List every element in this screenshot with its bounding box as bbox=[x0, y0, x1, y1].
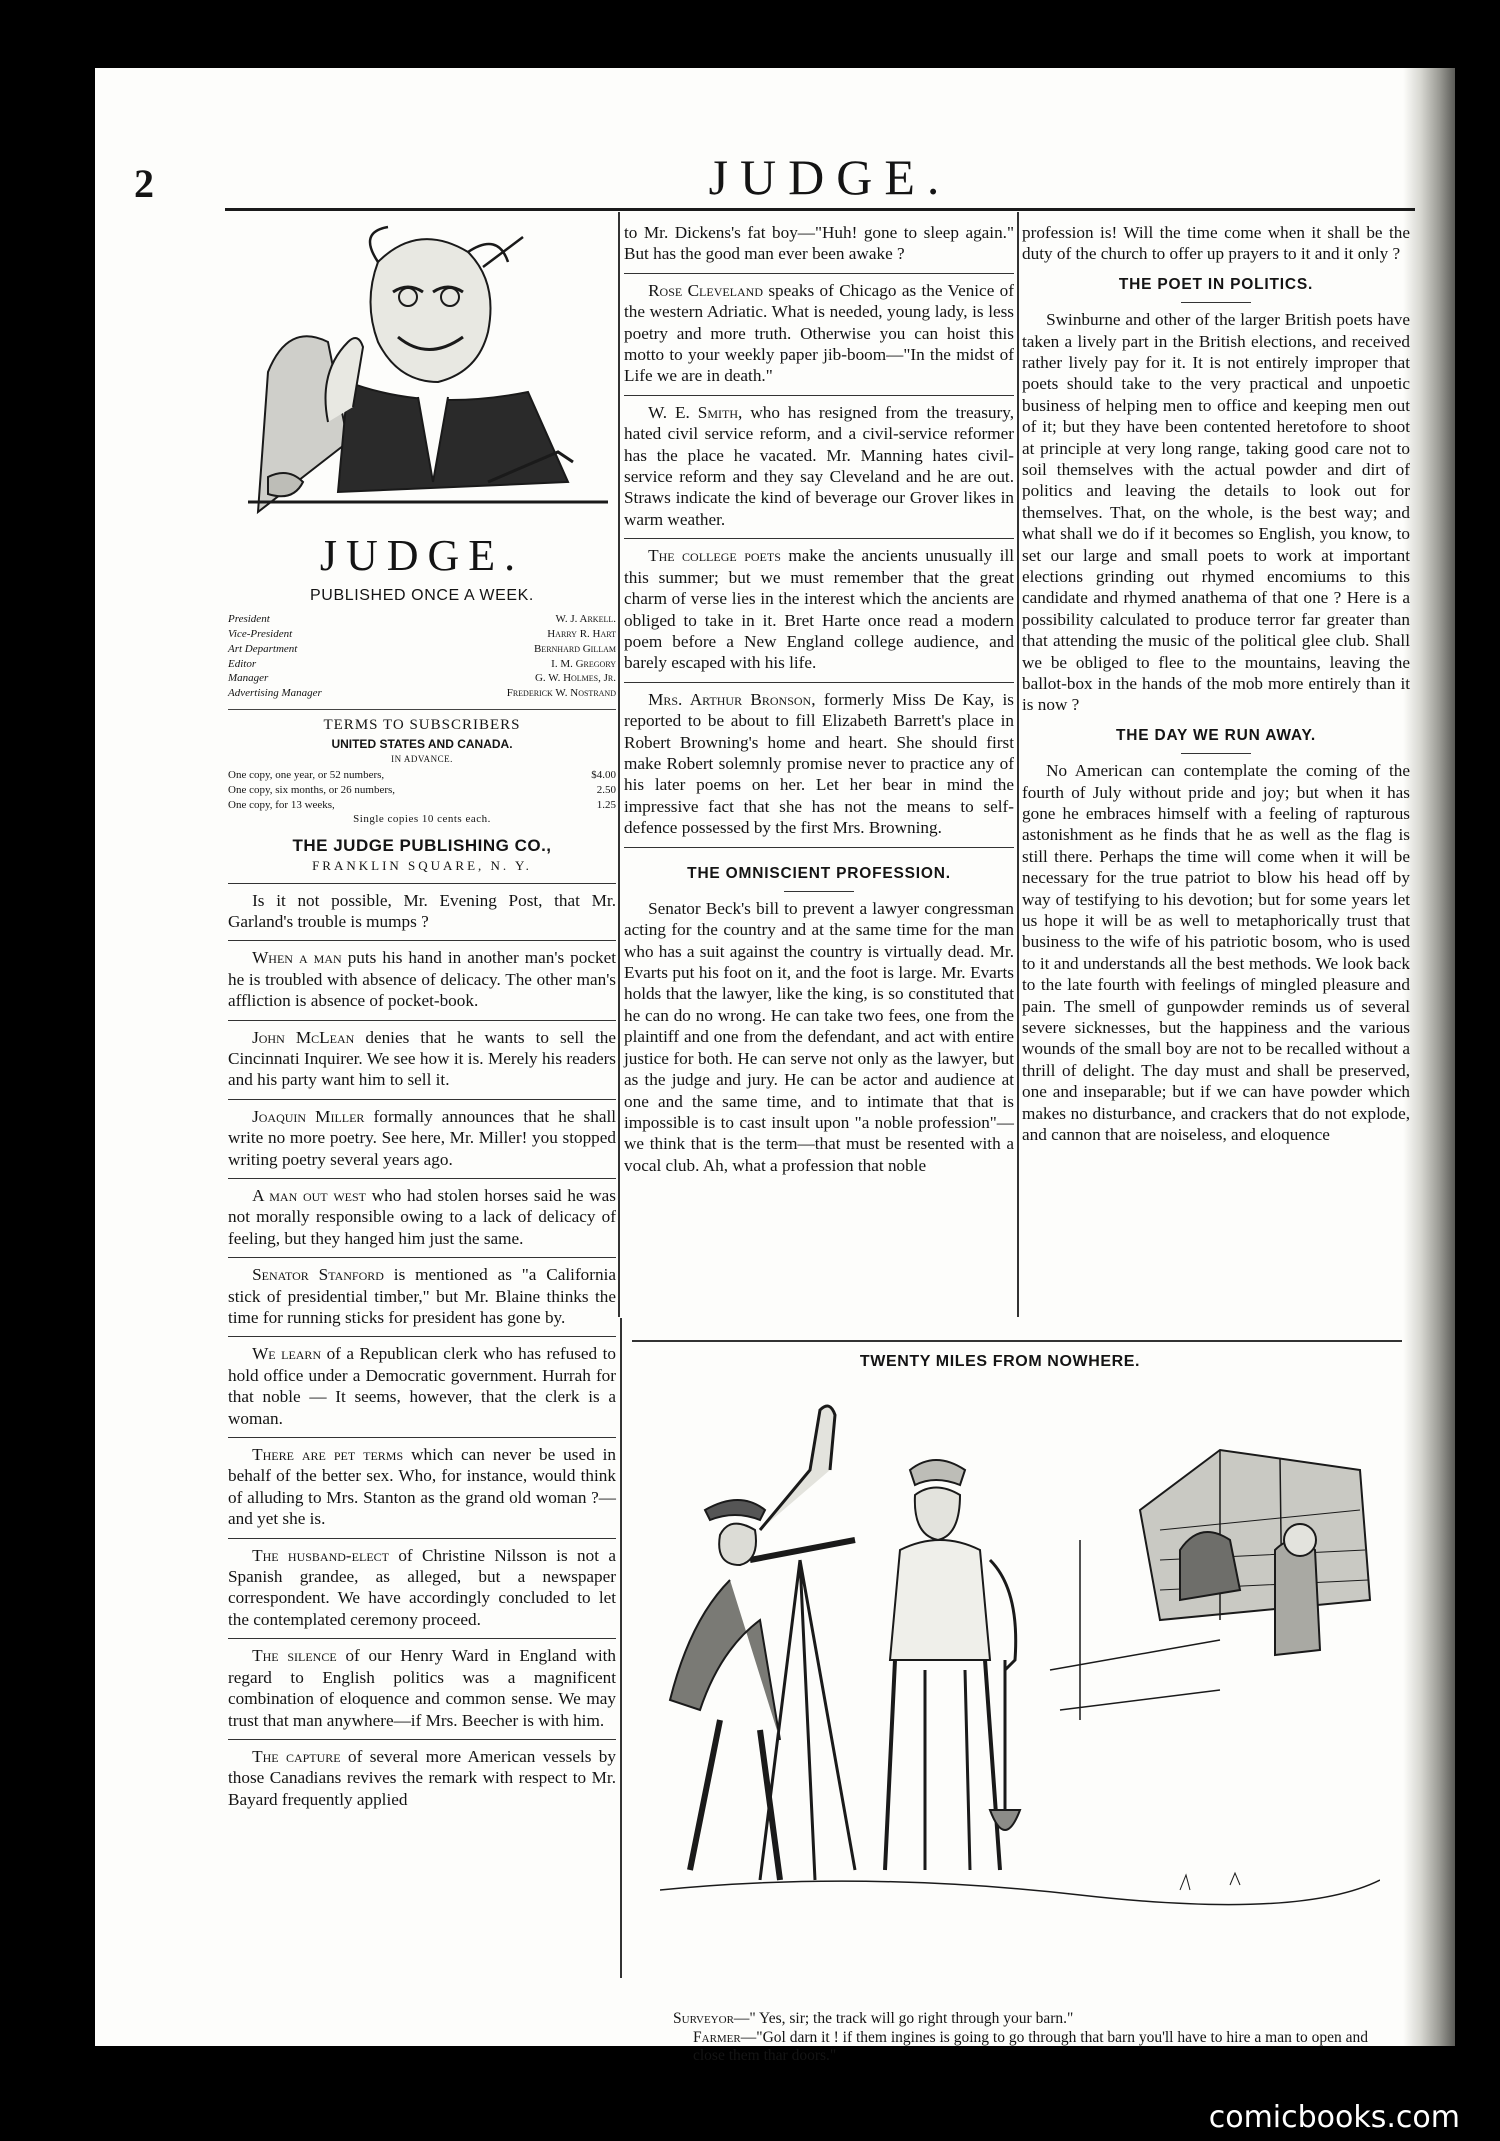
terms-advance: IN ADVANCE. bbox=[391, 753, 453, 764]
item: The silence of our Henry Ward in England with regard to English politics was a magnificent combination of eloquence and common sense. We may trust that man anywhere—if Mrs. Beecher is with him. bbox=[228, 1638, 616, 1731]
published-frequency: PUBLISHED ONCE A WEEK. bbox=[310, 587, 534, 605]
binding-shadow bbox=[1403, 68, 1455, 2046]
judge-figure-illustration bbox=[228, 222, 616, 522]
item: Senator Stanford is mentioned as "a California stick of presidential timber," but Mr. Blaine thinks the time for running sticks for president has gone by. bbox=[228, 1257, 616, 1328]
price-row: One copy, six months, or 26 numbers, 2.50 bbox=[228, 783, 616, 796]
section-heading: THE OMNISCIENT PROFESSION. bbox=[687, 864, 951, 882]
staff-list bbox=[228, 612, 616, 701]
staff-row: Advertising Manager Frederick W. Nostrand bbox=[228, 687, 616, 700]
column-3: profession is! Will the time come when it shall be the duty of the church to offer up prayers to it and it only ? THE POET IN POLITICS. Swinburne and other of the larger British poets have taken a lively part in the British elections, and received rather lively pay for it. It is not entirely improper that poets should take to the very practical and unpoetic business of helping men to office and keeping men out of it; but they have been contented heretofore to shoot at principle at very long range, taking good care not to soil themselves with the actual powder and dirt of politics and leaving the details to look out for themselves. That, on the whole, is the best way; and what shall we do if it becomes so English, you know, to set our large and small poets to work at important elections grinding out rhymed encomiums to this candidate and rhymed anathema of that one ? Here is a possibility calculated to produce terror far greater than that attending the music of the political glee club. Shall we be obliged to flee to the mountains, leaving the ballot-box in the hands of the mob more entirely than it is now ? THE DAY WE RUN AWAY. No American can contemplate the coming of the fourth of July without pride and joy; but when it has gone he embraces himself with a feeling of rapturous astonishment as he finds that he as well as the flag is still there. Perhaps the time will come when it will be necessary for the true patriot to blow his head off by way of testifying to his devotion; but for some years let us hope it will be as well to metaphorically trust that business to the wife of his patriotic bosom, who is used to it and understands all the best methods. We look back to the late fourth with feelings of mingled pleasure and pain. The smell of gunpowder reminds us of several severe sicknesses, but the happiness and the various wounds of the small boy are not to be recalled without a thrill of delight. The day must and shall be preserved, one and inseparable; but if we can have powder which makes no disturbance, and crackers that do not explode, and cannon that are noiseless, and eloquence bbox=[1022, 223, 1410, 1145]
scan-border bbox=[0, 0, 95, 2141]
item: Mrs. Arthur Bronson, formerly Miss De Kay, is reported to be about to fill Elizabeth Barrett's place in Robert Browning's home and heart. She should first make Robert solemnly promise never to practice any of his later poems on her. Let her bear in mind the impressive fact that she has not the means to self-defence possessed by the first Mrs. Browning. bbox=[624, 682, 1014, 839]
heading-rule bbox=[1181, 753, 1251, 754]
item: John McLean denies that he wants to sell the Cincinnati Inquirer. We see how it is. Merely his readers and his party want him to sell it. bbox=[228, 1020, 616, 1091]
price-row: One copy, for 13 weeks, 1.25 bbox=[228, 798, 616, 811]
masthead: JUDGE. bbox=[708, 149, 952, 205]
cartoon-title: TWENTY MILES FROM NOWHERE. bbox=[859, 1353, 1141, 1370]
item: The college poets make the ancients unusually ill this summer; but we must remember that the great charm of verse lies in the interest which the ancients are obliged to take in it. Bret Harte once read a modern poem before a New England college audience, and barely escaped with his life. bbox=[624, 538, 1014, 673]
column-rule-2 bbox=[1017, 212, 1019, 1317]
column-rule-1 bbox=[618, 212, 620, 1317]
item: We learn of a Republican clerk who has refused to hold office under a Democratic government. Hurrah for that noble — It seems, however, that the clerk is a woman. bbox=[228, 1336, 616, 1429]
section-heading: THE DAY WE RUN AWAY. bbox=[1115, 726, 1317, 744]
publisher-name: THE JUDGE PUBLISHING CO., bbox=[292, 836, 552, 856]
item: Joaquin Miller formally announces that he shall write no more poetry. See here, Mr. Miller! you stopped writing poetry several years ago. bbox=[228, 1099, 616, 1170]
item: The capture of several more American vessels by those Canadians revives the remark with respect to Mr. Bayard frequently applied bbox=[228, 1739, 616, 1810]
column-1 bbox=[228, 222, 616, 1814]
single-copy-price: Single copies 10 cents each. bbox=[353, 813, 491, 826]
publisher-address: FRANKLIN SQUARE, N. Y. bbox=[312, 858, 532, 874]
heading-rule bbox=[784, 891, 854, 892]
item: There are pet terms which can never be used in behalf of the better sex. Who, for instance, would think of alluding to Mrs. Stanton as the grand old woman ?—and yet she is. bbox=[228, 1437, 616, 1530]
caption-line-farmer: Farmer—"Gol darn it ! if them ingines is going to go through that barn you'll have to hire a man to open and close them thar doors." bbox=[693, 2028, 1369, 2065]
price-row: One copy, one year, or 52 numbers, $4.00 bbox=[228, 768, 616, 781]
terms-region: UNITED STATES AND CANADA. bbox=[331, 736, 513, 751]
watermark: comicbooks.com bbox=[1208, 2100, 1460, 2135]
staff-row: Editor I. M. Gregory bbox=[228, 657, 616, 670]
masthead-rule bbox=[225, 208, 1415, 211]
staff-row: President W. J. Arkell. bbox=[228, 613, 616, 626]
staff-row: Art Department Bernhard Gillam bbox=[228, 642, 616, 655]
item: Rose Cleveland speaks of Chicago as the Venice of the western Adriatic. What is needed, young lady, is less poetry and more truth. Otherwise you can hoist this motto to your weekly paper jib-boom—"In the midst of Life we are in death." bbox=[624, 273, 1014, 387]
terms-title: TERMS TO SUBSCRIBERS bbox=[228, 709, 616, 735]
column-rule-1b bbox=[620, 1318, 622, 1978]
item: Is it not possible, Mr. Evening Post, that Mr. Garland's trouble is mumps ? bbox=[228, 883, 616, 933]
section: THE OMNISCIENT PROFESSION. Senator Beck's bill to prevent a lawyer congressman acting for the country and at the same time for the man who has a suit against the country is virtually dead. Mr. Evarts put his foot on it, and the foot is large. Mr. Evarts holds that the lawyer, like the king, is so constituted that he can do no wrong. He can take two fees, one from the plaintiff and one from the defendant, and act with entire justice for both. He can serve not only as the lawyer, but as the judge and jury. He can be actor and audience at one and the same time, and to intimate that that is impossible is to cast insult upon "a noble profession"—we think that is the term—that must be resented with a vocal club. Ah, what a profession that noble bbox=[624, 847, 1014, 1177]
colophon-logo: JUDGE. bbox=[319, 531, 525, 581]
cartoon-caption bbox=[673, 2010, 1393, 2066]
caption-line-surveyor: Surveyor—" Yes, sir; the track will go right through your barn." bbox=[673, 2010, 1074, 2027]
staff-row: Manager G. W. Holmes, Jr. bbox=[228, 672, 616, 685]
section-heading: THE POET IN POLITICS. bbox=[1118, 275, 1314, 293]
item: A man out west who had stolen horses said he was not morally responsible owing to a lack of delicacy of feeling, but they hanged him just the same. bbox=[228, 1178, 616, 1249]
item: When a man puts his hand in another man's pocket he is troubled with absence of delicacy. The other man's affliction is absence of pocket-book. bbox=[228, 940, 616, 1011]
item: W. E. Smith, who has resigned from the treasury, hated civil service reform, and a civil-service reformer has the place he vacated. Mr. Manning hates civil-service reform and they say Cleveland and he are out. Straws indicate the kind of beverage our Grover likes in warm weather. bbox=[624, 395, 1014, 530]
heading-rule bbox=[1181, 302, 1251, 303]
page-number: 2 bbox=[134, 161, 154, 206]
cartoon-rule bbox=[632, 1340, 1402, 1342]
surveyor-cartoon-illustration bbox=[660, 1390, 1380, 2000]
staff-row: Vice-President Harry R. Hart bbox=[228, 627, 616, 640]
item: The husband-elect of Christine Nilsson is not a Spanish grandee, as alleged, but a newspaper correspondent. We have accordingly concluded to let the contemplated ceremony proceed. bbox=[228, 1538, 616, 1631]
column-2: to Mr. Dickens's fat boy—"Huh! gone to sleep again." But has the good man ever been awake ? Rose Cleveland speaks of Chicago as the Venice of the western Adriatic. What is needed, young lady, is less poetry and more truth. Otherwise you can hoist this motto to your weekly paper jib-boom—"In the midst of Life we are in death." W. E. Smith, who has resigned from the treasury, hated civil service reform, and a civil-service reformer has the place he vacated. Mr. Manning hates civil-service reform and they say Cleveland and he are out. Straws indicate the kind of beverage our Grover likes in warm weather. The college poets make the ancients unusually ill this summer; but we must remember that the great charm of verse lies in the interest which the ancients are obliged to take in it. Bret Harte once read a modern poem before a New England college audience, and barely escaped with his life. Mrs. Arthur Bronson, formerly Miss De Kay, is reported to be about to fill Elizabeth Barrett's place in Robert Browning's home and heart. She should first make Robert solemnly promise never to practice any of his later poems on her. Let her bear in mind the impressive fact that she has not the means to self-defence possessed by the first Mrs. Browning. THE OMNISCIENT PROFESSION. Senator Beck's bill to prevent a lawyer congressman acting for the country and at the same time for the man who has a suit against the country is virtually dead. Mr. Evarts put his foot on it, and the foot is large. Mr. Evarts holds that the lawyer, like the king, is so constituted that he can do no wrong. He can take two fees, one from the plaintiff and one from the defendant, and act with entire justice for both. He can serve not only as the lawyer, but as the judge and jury. He can be actor and audience at one and the same time, and to intimate that that is impossible is to cast insult upon "a noble profession"—we think that is the term—that must be resented with a vocal club. Ah, what a profession that noble bbox=[624, 223, 1014, 1175]
